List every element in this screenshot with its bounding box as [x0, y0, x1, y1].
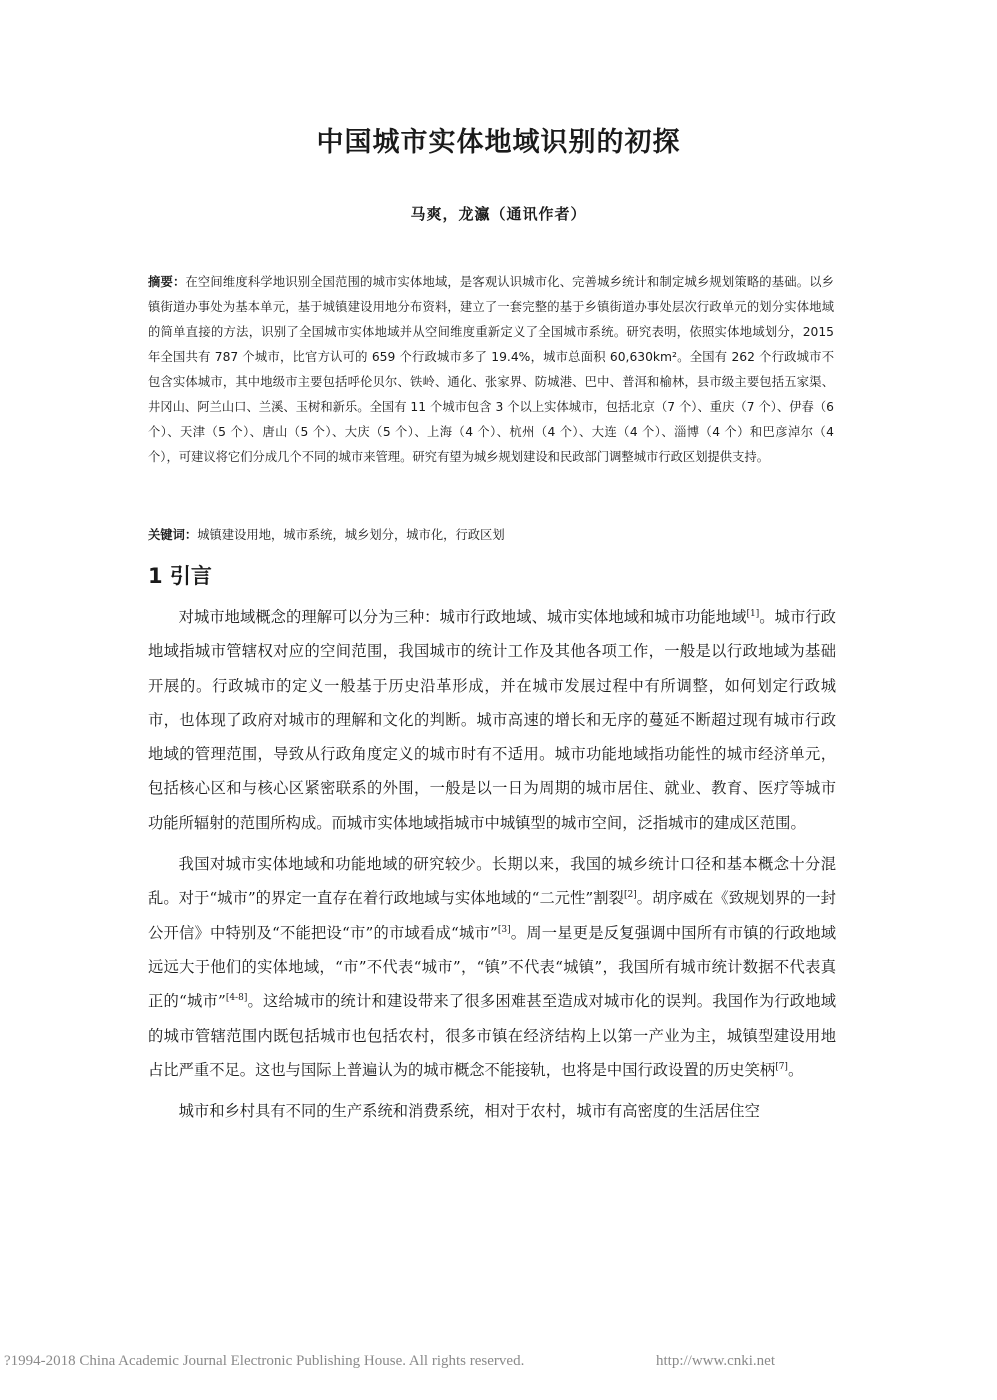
paragraph-1-text: 对城市地域概念的理解可以分为三种：城市行政地域、城市实体地域和城市功能地域: [178, 608, 747, 626]
paragraph-2-part: 。周一星更是反复强调中国所有市镇的行政地域远远大于他们的实体地域，“市”不代表“城市”，“镇”不代表“城镇”，我国所有城市统计数据不代表真正的“城市”: [148, 923, 836, 1011]
paper-authors: 马爽，龙瀛（通讯作者）: [410, 205, 587, 223]
body-text: [148, 600, 836, 1135]
paragraph-2-part: 。: [787, 1060, 804, 1079]
abstract: [148, 270, 834, 470]
paragraph-2: [148, 847, 836, 1087]
citation-ref: [2]: [623, 890, 637, 901]
citation-ref: [7]: [775, 1061, 788, 1072]
citation-ref: [1]: [746, 608, 760, 619]
footer-link[interactable]: http://www.cnki.net: [656, 1353, 776, 1369]
paragraph-3: [148, 1094, 836, 1128]
paragraph-2-part: 。这给城市的统计和建设带来了很多困难甚至造成对城市化的误判。我国作为行政地域的城市管辖范围内既包括城市也包括农村，很多市镇在经济结构上以第一产业为主，城镇型建设用地占比严重不足。这也与国际上普遍认为的城市概念不能接轨，也将是中国行政设置的历史笑柄: [148, 992, 836, 1079]
citation-ref: [4-8]: [225, 993, 248, 1004]
paragraph-3-text: 城市和乡村具有不同的生产系统和消费系统，相对于农村，城市有高密度的生活居住空: [178, 1102, 760, 1121]
paper-title: 中国城市实体地域识别的初探: [316, 127, 681, 158]
paragraph-2-part: 我国对城市实体地域和功能地域的研究较少。长期以来，我国的城乡统计口径和基本概念十分混乱。对于“城市”的界定一直存在着行政地域与实体地域的“二元性”割裂: [148, 855, 836, 908]
paragraph-2-part: 。胡序威在《致规划界的一封公开信》中特别及“不能把设“市”的市域看成“城市”: [148, 889, 836, 942]
keywords-text: 城镇建设用地，城市系统，城乡划分，城市化，行政区划: [197, 528, 505, 542]
paragraph-1-tail: 。城市行政地域指城市管辖权对应的空间范围，我国城市的统计工作及其他各项工作，一般是以行政地域为基础开展的。行政城市的定义一般基于历史沿革形成，并在城市发展过程中有所调整，如何划定行政城市，也体现了政府对城市的理解和文化的判断。城市高速的增长和无序的蔓延不断超过现有城市行政地域的管理范围，导致从行政角度定义的城市时有不适用。城市功能地域指功能性的城市经济单元，包括核心区和与核心区紧密联系的外围，一般是以一日为周期的城市居住、就业、教育、医疗等城市功能所辐射的范围所构成。而城市实体地域指城市中城镇型的城市空间，泛指城市的建成区范围。: [148, 608, 836, 832]
keywords: [148, 523, 834, 548]
keywords-label: 关键词：: [148, 528, 198, 542]
abstract-label: 摘要：: [148, 275, 186, 289]
page-footer: [0, 1353, 997, 1377]
citation-ref: [3]: [497, 924, 511, 935]
section-heading: 1 引言: [148, 564, 212, 588]
abstract-text: 在空间维度科学地识别全国范围的城市实体地域，是客观认识城市化、完善城乡统计和制定城乡规划策略的基础。以乡镇街道办事处为基本单元，基于城镇建设用地分布资料，建立了一套完整的基于乡镇街道办事处层次行政单元的划分实体地域的简单直接的方法，识别了全国城市实体地域并从空间维度重新定义了全国城市系统。研究表明，依照实体地域划分，2015 年全国共有 787 个城市，比官方认可的 659 个行政城市多了 19.4%，城市总面积 60,630km²。全国有 262 个行政城市不包含实体城市，其中地级市主要包括呼伦贝尔、铁岭、通化、张家界、防城港、巴中、普洱和榆林，县市级主要包括五家渠、井冈山、阿兰山口、兰溪、玉树和新乐。全国有 11 个城市包含 3 个以上实体城市，包括北京（7 个）、重庆（7 个）、伊春（6 个）、天津（5 个）、唐山（5 个）、大庆（5 个）、上海（4 个）、杭州（4 个）、大连（4 个）、淄博（4 个）和巴彦淖尔（4 个），可建议将它们分成几个不同的城市来管理。研究有望为城乡规划建设和民政部门调整城市行政区划提供支持。: [148, 275, 834, 464]
copyright-notice: ?1994-2018 China Academic Journal Electronic Publishing House. All rights reserved.: [4, 1353, 525, 1369]
paragraph-1: [148, 600, 836, 840]
